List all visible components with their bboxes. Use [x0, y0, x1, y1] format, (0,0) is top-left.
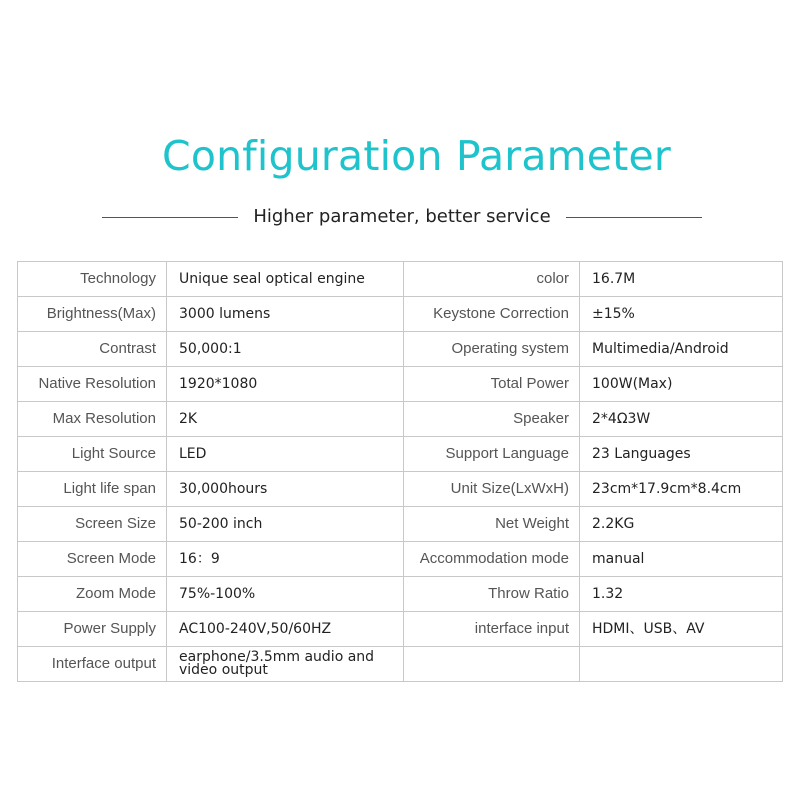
spec-value: 30,000hours	[167, 472, 404, 507]
subtitle-divider-right	[566, 217, 702, 218]
table-row	[18, 472, 783, 507]
table-row	[18, 367, 783, 402]
spec-value: 16：9	[167, 542, 404, 577]
spec-label: Screen Size	[18, 507, 167, 542]
spec-value: 2*4Ω3W	[580, 402, 783, 437]
spec-label: Contrast	[18, 332, 167, 367]
spec-value: LED	[167, 437, 404, 472]
spec-label: Accommodation mode	[404, 542, 580, 577]
spec-value: HDMI、USB、AV	[580, 612, 783, 647]
spec-label: interface input	[404, 612, 580, 647]
spec-value: earphone/3.5mm audio and video output	[167, 647, 404, 682]
spec-value: Multimedia/Android	[580, 332, 783, 367]
spec-value: 1.32	[580, 577, 783, 612]
spec-table	[17, 261, 783, 682]
spec-label: Light Source	[18, 437, 167, 472]
spec-label: Screen Mode	[18, 542, 167, 577]
spec-value: 1920*1080	[167, 367, 404, 402]
subtitle-banner	[0, 203, 800, 231]
table-row	[18, 542, 783, 577]
spec-label: Throw Ratio	[404, 577, 580, 612]
spec-label: Zoom Mode	[18, 577, 167, 612]
spec-label: Keystone Correction	[404, 297, 580, 332]
spec-label: Total Power	[404, 367, 580, 402]
subtitle: Higher parameter, better service	[253, 206, 551, 227]
subtitle-divider-left	[102, 217, 238, 218]
spec-label: Brightness(Max)	[18, 297, 167, 332]
spec-label: color	[404, 262, 580, 297]
spec-value: Unique seal optical engine	[167, 262, 404, 297]
table-row	[18, 647, 783, 682]
table-row	[18, 437, 783, 472]
spec-label: Support Language	[404, 437, 580, 472]
spec-label: Light life span	[18, 472, 167, 507]
spec-label: Power Supply	[18, 612, 167, 647]
spec-value: 50-200 inch	[167, 507, 404, 542]
table-row	[18, 612, 783, 647]
spec-value: 2K	[167, 402, 404, 437]
spec-label: Max Resolution	[18, 402, 167, 437]
spec-value: ±15%	[580, 297, 783, 332]
spec-value: 23 Languages	[580, 437, 783, 472]
spec-value: 50,000:1	[167, 332, 404, 367]
spec-label: Net Weight	[404, 507, 580, 542]
spec-label	[404, 647, 580, 682]
spec-label: Operating system	[404, 332, 580, 367]
spec-value: 100W(Max)	[580, 367, 783, 402]
spec-value: 16.7M	[580, 262, 783, 297]
table-row	[18, 402, 783, 437]
spec-value: manual	[580, 542, 783, 577]
spec-value: AC100-240V,50/60HZ	[167, 612, 404, 647]
table-row	[18, 332, 783, 367]
table-row	[18, 507, 783, 542]
table-row	[18, 297, 783, 332]
spec-value: 75%-100%	[167, 577, 404, 612]
spec-label: Speaker	[404, 402, 580, 437]
table-row	[18, 262, 783, 297]
spec-label: Interface output	[18, 647, 167, 682]
spec-label: Unit Size(LxWxH)	[404, 472, 580, 507]
table-row	[18, 577, 783, 612]
spec-label: Technology	[18, 262, 167, 297]
spec-value: 2.2KG	[580, 507, 783, 542]
spec-value: 23cm*17.9cm*8.4cm	[580, 472, 783, 507]
spec-value: 3000 lumens	[167, 297, 404, 332]
spec-label: Native Resolution	[18, 367, 167, 402]
spec-value	[580, 647, 783, 682]
page-title: Configuration Parameter	[162, 132, 671, 180]
